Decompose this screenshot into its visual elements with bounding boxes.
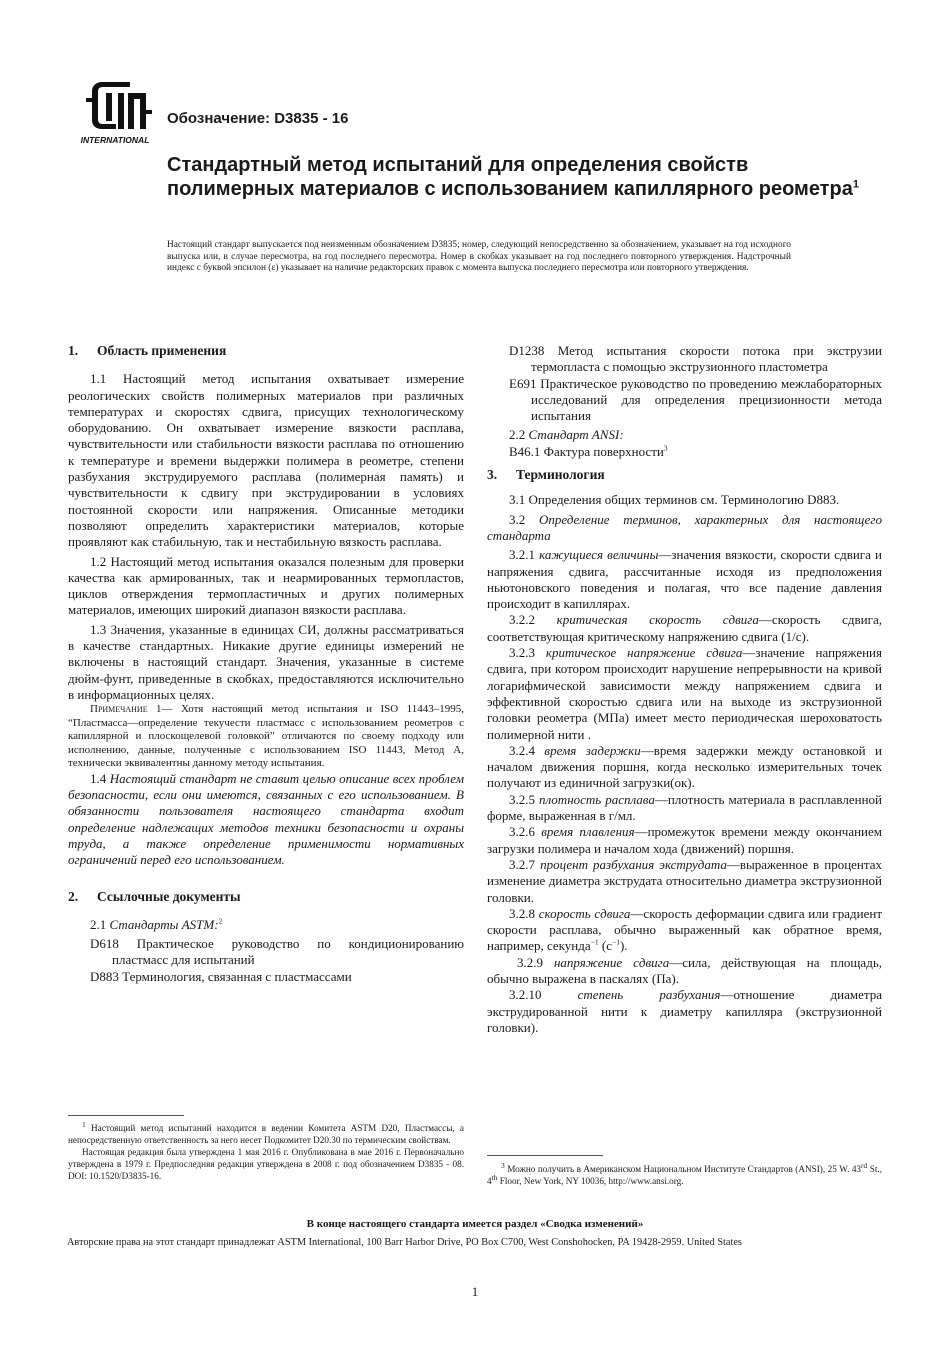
summary-of-changes-note: В конце настоящего стандарта имеется раздел «Сводка изменений» bbox=[306, 1218, 644, 1230]
section-1-heading: 1. Область применения bbox=[68, 343, 227, 358]
paragraph-1-3: 1.3 Значения, указанные в единицах СИ, должны рассматриваться в качестве стандартных. Никакие другие единицы измерений не включены в настоящий стандарт. Значения, указанные в системе дюйм-фунт, приведенные в скобках, предоставляются исключительно в информационных целях. bbox=[68, 621, 464, 702]
section-2-heading: 2. Ссылочные документы bbox=[68, 888, 241, 904]
note-text: Хотя настоящий метод испытания и ISO 11443–1995, “Пластмасса—определение текучести пластмасс с использованием реометров с капиллярной и плоскощелевой головкой” отличаются по своему подходу или исполнению, данные, полученные с использованием ISO 11443, Метод A, технически эквивалентны данному методу испытания. bbox=[68, 703, 464, 770]
footnote-rule-right bbox=[487, 1155, 603, 1156]
reference-d1238: D1238 Метод испытания скорости потока при экструзии термопласта с помощью экструзионного пластометра bbox=[509, 343, 882, 375]
footnote-1b: Настоящая редакция была утверждена 1 мая 2016 г. Опубликована в мае 2016 г. Первоначально утверждена в 1979 г. Предпоследняя редакция утверждена в 2008 г. под обозначением D3835 - 08. DOI: 10.1520/D3835-16. bbox=[68, 1147, 464, 1182]
intro-paragraph: Настоящий стандарт выпускается под неизменным обозначением D3835; номер, следующий непосредственно за обозначением, указывает на год исходного выпуска или, в случае пересмотра, на год последнего пересмотра. Номер в скобках указывает на год последнего повторного утверждения. Надстрочный индекс с буквой эпсилон (ε) указывает на наличие редакторских правок с момента выпуска последнего пересмотра или повторного утверждения. bbox=[167, 240, 791, 273]
reference-b46: B46.1 Фактура поверхности$^3$ bbox=[509, 443, 668, 459]
paragraph-3-2: 3.2 Определение терминов, характерных для настоящего стандарта bbox=[487, 511, 882, 543]
term-3-2-6: 3.2.6 время плавления—промежуток времени между окончанием загрузки полимера и началом хода (движений) поршня. bbox=[487, 824, 882, 856]
document-title bbox=[167, 153, 867, 201]
paragraph-2-1: 2.1 Стандарты ASTM:$^2$ bbox=[90, 916, 223, 932]
term-3-2-8: 3.2.8 скорость сдвига—скорость деформации сдвига или градиент скорости расплава, обычно выраженный как обратное время, например, секунда$^{-1}$ $(с^{-1})$. bbox=[487, 905, 882, 954]
paragraph-3-1: 3.1 Определения общих терминов см. Терминологию D883. bbox=[509, 492, 840, 508]
paragraph-1-4: 1.4 Настоящий стандарт не ставит целью описание всех проблем безопасности, если они имеются, связанных с его использованием. В обязанности пользователя настоящего стандарта входит определение надлежащих методов техники безопасности и охраны труда, а также определение применимости нормативных ограничений перед его использованием. bbox=[68, 770, 464, 868]
term-3-2-3: 3.2.3 критическое напряжение сдвига—значение напряжения сдвига, при котором происходит нарушение непрерывности на кривой логарифмической зависимости между напряжением сдвига и эффективной скоростью сдвига или на выходе из экструзионной головки реометра (МПа) имеет место периодическая шероховатость полимерной нити . bbox=[487, 645, 882, 742]
footnote-3: $^3$ Можно получить в Американском Национальном Институте Стандартов (ANSI), 25 W. 43rd St., 4th Floor, New York, NY 10036, http://www.ansi.org. bbox=[487, 1160, 882, 1187]
page-number: 1 bbox=[471, 1284, 479, 1299]
note-label: Примечание 1— bbox=[90, 703, 173, 716]
footnote-rule-left bbox=[68, 1115, 184, 1116]
note-1 bbox=[68, 703, 464, 771]
paragraph-2-2: 2.2 Стандарт ANSI: bbox=[509, 427, 624, 443]
title-text: Стандартный метод испытаний для определения свойств полимерных материалов с использованием капиллярного реометра bbox=[167, 154, 853, 200]
term-3-2-2: 3.2.2 критическая скорость сдвига—скорость сдвига, соответствующая критическому напряжению сдвига (1/с). bbox=[487, 612, 882, 644]
designation: Обозначение: D3835 - 16 bbox=[167, 110, 349, 127]
footnotes-right bbox=[487, 1160, 882, 1187]
logo-caption: INTERNATIONAL bbox=[80, 135, 150, 145]
term-3-2-9: 3.2.9 напряжение сдвига—сила, действующая на площадь, обычно выражена в паскалях (Па). bbox=[487, 954, 882, 986]
title-footnote-mark: 1 bbox=[852, 178, 859, 191]
footnote-1a: $^1$ Настоящий метод испытаний находится в ведении Комитета ASTM D20, Пластмассы, а непосредственную ответственность за него несет Подкомитет D20.30 по термическим свойствам. bbox=[68, 1119, 465, 1146]
term-3-2-1: 3.2.1 кажущиеся величины—значения вязкости, скорости сдвига и напряжения сдвига, рассчитанные исходя из предположения ньютоновского поведения и полагая, что все падение давления происходит в капиллярах. bbox=[487, 547, 883, 612]
term-3-2-10: 3.2.10 степень разбухания—отношение диаметра экструдированной нити к диаметру капилляра (экструзионной головки). bbox=[487, 987, 882, 1035]
paragraph-1-2: 1.2 Настоящий метод испытания оказался полезным для проверки качества как армированных, так и неармированных термопластов, циклов отверждения термопластичных и других полимерных материалов, имеющих широкий диапазон вязкости расплава. bbox=[68, 553, 464, 618]
section-3-heading: 3. Терминология bbox=[487, 467, 605, 483]
term-3-2-4: 3.2.4 время задержки—время задержки между остановкой и началом движения поршня, когда несколько измерительных точек получают из единичной загрузки(ок). bbox=[487, 742, 883, 791]
reference-d883: D883 Терминология, связанная с пластмассами bbox=[90, 968, 352, 984]
paragraph-1-1: 1.1 Настоящий метод испытания охватывает измерение реологических свойств полимерных материалов при различных температурах и скоростях сдвига, присущих технологическому оборудованию. Он охватывает измерение вязкости расплава, чувствительности или стабильности вязкости расплава по отношению к температуре и времени выдержки полимера в реометре, степени разбухания экструдируемого расплава (полимерная память) и чувствительности к сдвигу при экструдировании в условиях постоянной скорости или напряжения. Описанные методики позволяют определить характеристики материалов, которые проявляют как стабильную, так и нестабильную вязкость расплава. bbox=[68, 371, 464, 550]
reference-d618: D618 Практическое руководство по кондиционированию пластмасс для испытаний bbox=[90, 936, 464, 968]
term-3-2-5: 3.2.5 плотность расплава—плотность материала в расплавленной форме, выраженная в г/мл. bbox=[487, 791, 883, 824]
term-3-2-7: 3.2.7 процент разбухания экструдата—выраженное в процентах изменение диаметра экструдата относительно диаметра экструзионной головки. bbox=[487, 856, 882, 905]
right-column bbox=[487, 343, 882, 1036]
footnotes-left bbox=[68, 1119, 465, 1182]
left-column bbox=[68, 343, 464, 985]
astm-logo bbox=[72, 80, 158, 146]
reference-e691: E691 Практическое руководство по проведению межлабораторных исследований для определения прецизионности метода испытания bbox=[509, 375, 882, 424]
copyright-line: Авторские права на этот стандарт принадлежат ASTM International, 100 Barr Harbor Drive, PO Box C700, West Conshohocken, PA 19428-2959. United States bbox=[67, 1237, 742, 1248]
